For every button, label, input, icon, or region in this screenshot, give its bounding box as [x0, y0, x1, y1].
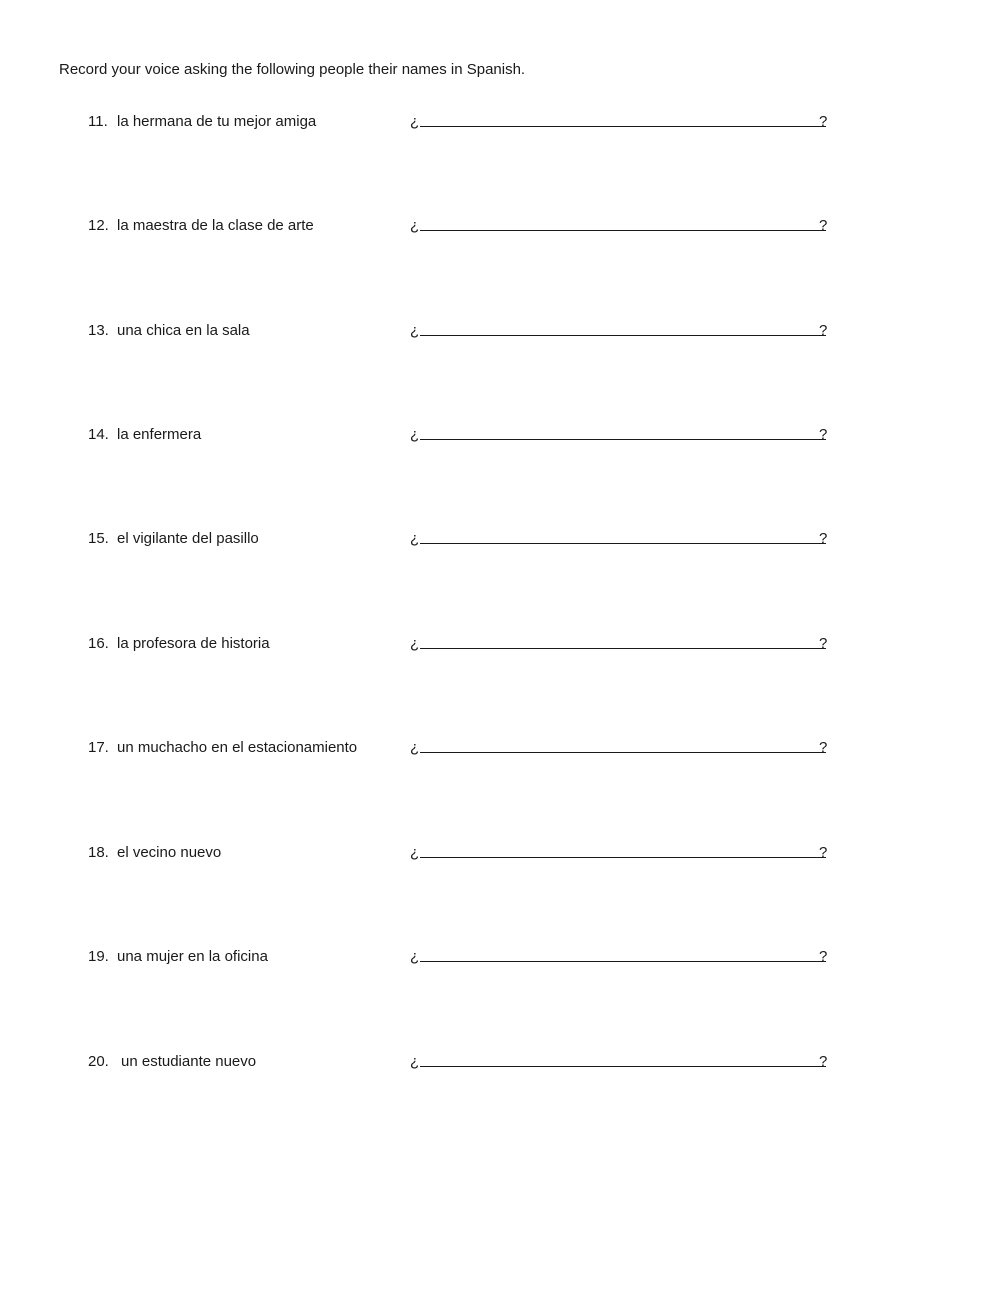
question-number: 15.	[88, 530, 109, 547]
question-number: 14.	[88, 426, 109, 443]
question-item-19	[0, 946, 1000, 968]
answer-line[interactable]	[420, 126, 826, 127]
question-item-16	[0, 633, 1000, 655]
question-label: el vecino nuevo	[117, 844, 222, 861]
inverted-question-mark: ¿	[410, 844, 420, 861]
question-number: 16.	[88, 635, 109, 652]
inverted-question-mark: ¿	[410, 948, 420, 965]
question-number: 11.	[88, 113, 108, 130]
question-label: la hermana de tu mejor amiga	[117, 113, 317, 130]
question-item-17	[0, 737, 1000, 759]
question-label: la maestra de la clase de arte	[117, 217, 314, 234]
question-label: un muchacho en el estacionamiento	[117, 739, 358, 756]
answer-line[interactable]	[420, 230, 826, 231]
answer-blank[interactable]	[408, 1051, 830, 1073]
question-mark: ?	[819, 635, 828, 652]
answer-line[interactable]	[420, 648, 826, 649]
question-item-12	[0, 215, 1000, 237]
answer-blank[interactable]	[408, 946, 830, 968]
instructions: Record your voice asking the following people their names in Spanish.	[59, 61, 526, 78]
question-mark: ?	[819, 739, 828, 756]
answer-blank[interactable]	[408, 842, 830, 864]
question-number: 12.	[88, 217, 109, 234]
question-mark: ?	[819, 426, 828, 443]
question-mark: ?	[819, 844, 828, 861]
answer-blank[interactable]	[408, 528, 830, 550]
answer-line[interactable]	[420, 1066, 826, 1067]
question-item-14	[0, 424, 1000, 446]
question-mark: ?	[819, 113, 828, 130]
answer-line[interactable]	[420, 857, 826, 858]
answer-blank[interactable]	[408, 737, 830, 759]
answer-line[interactable]	[420, 961, 826, 962]
answer-blank[interactable]	[408, 633, 830, 655]
answer-line[interactable]	[420, 752, 826, 753]
question-label: la enfermera	[117, 426, 202, 443]
answer-blank[interactable]	[408, 424, 830, 446]
question-number: 20.	[88, 1053, 109, 1070]
answer-line[interactable]	[420, 335, 826, 336]
question-label: la profesora de historia	[117, 635, 270, 652]
question-label: el vigilante del pasillo	[117, 530, 259, 547]
question-item-20	[0, 1051, 1000, 1073]
inverted-question-mark: ¿	[410, 1053, 420, 1070]
question-number: 18.	[88, 844, 109, 861]
inverted-question-mark: ¿	[410, 322, 420, 339]
question-item-15	[0, 528, 1000, 550]
answer-blank[interactable]	[408, 111, 830, 133]
question-mark: ?	[819, 217, 828, 234]
question-mark: ?	[819, 322, 828, 339]
inverted-question-mark: ¿	[410, 530, 420, 547]
inverted-question-mark: ¿	[410, 217, 420, 234]
answer-line[interactable]	[420, 439, 826, 440]
question-number: 19.	[88, 948, 109, 965]
question-mark: ?	[819, 1053, 828, 1070]
question-label: una chica en la sala	[117, 322, 250, 339]
answer-blank[interactable]	[408, 215, 830, 237]
answer-line[interactable]	[420, 543, 826, 544]
inverted-question-mark: ¿	[410, 113, 420, 130]
inverted-question-mark: ¿	[410, 635, 420, 652]
question-mark: ?	[819, 948, 828, 965]
question-item-11	[0, 111, 1000, 133]
question-label: una mujer en la oficina	[117, 948, 268, 965]
question-number: 17.	[88, 739, 109, 756]
question-number: 13.	[88, 322, 109, 339]
question-label: un estudiante nuevo	[121, 1053, 257, 1070]
answer-blank[interactable]	[408, 320, 830, 342]
question-mark: ?	[819, 530, 828, 547]
question-item-13	[0, 320, 1000, 342]
inverted-question-mark: ¿	[410, 426, 420, 443]
inverted-question-mark: ¿	[410, 739, 420, 756]
question-item-18	[0, 842, 1000, 864]
